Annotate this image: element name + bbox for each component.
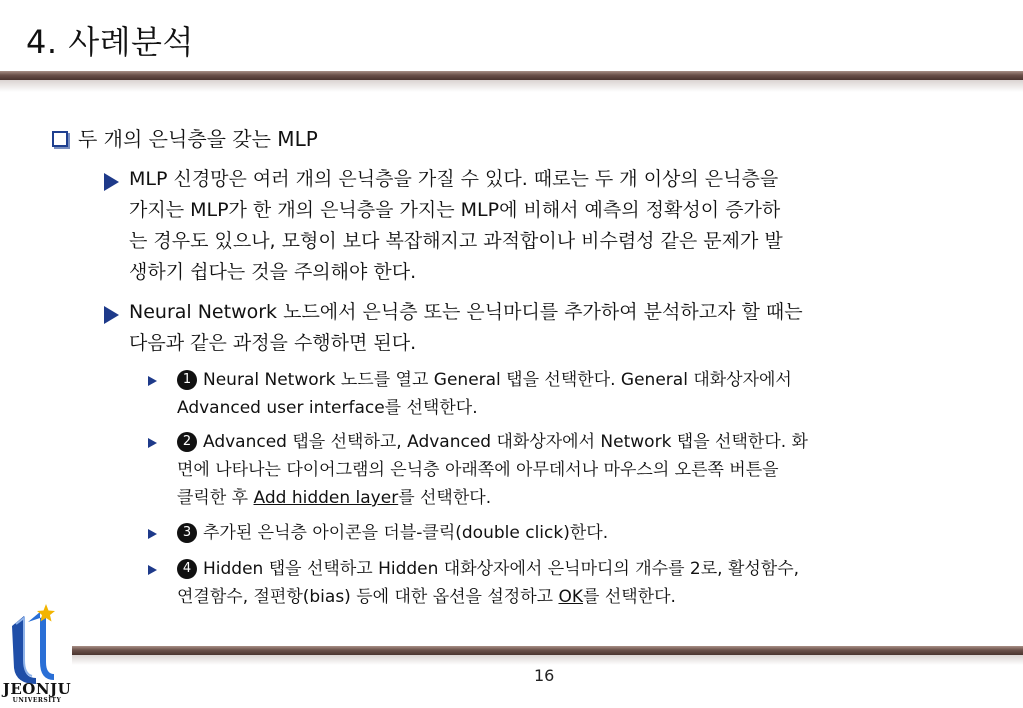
logo-wordmark: JEONJU bbox=[2, 680, 72, 698]
sub1-line: MLP 신경망은 여러 개의 은닉층을 가질 수 있다. 때로는 두 개 이상의 은닉층을 bbox=[129, 168, 779, 190]
bottom-divider-shadow bbox=[72, 655, 1023, 665]
arrow-bullet-icon bbox=[104, 173, 119, 191]
step-text: Advanced 탭을 선택하고, Advanced 대화상자에서 Network 탭을 선택한다. 화 bbox=[203, 432, 808, 452]
slide-title: 4. 사례분석 bbox=[26, 23, 194, 61]
checkbox-bullet-icon bbox=[52, 131, 68, 147]
add-hidden-layer-link: Add hidden layer bbox=[253, 488, 399, 508]
sub2-line: Neural Network 노드에서 은닉층 또는 은닉마디를 추가하여 분석하고자 할 때는 bbox=[129, 301, 803, 323]
step-text: 클릭한 후 bbox=[177, 488, 254, 508]
sub1-line: 는 경우도 있으나, 모형이 보다 복잡해지고 과적합이나 비수렴성 같은 문제가 발 bbox=[129, 230, 783, 252]
step-text: Advanced user interface를 선택한다. bbox=[177, 398, 478, 418]
step-number-badge: 2 bbox=[177, 432, 197, 452]
step-number-badge: 4 bbox=[177, 559, 197, 579]
bullet-level1-text: 두 개의 은닉층을 갖는 MLP bbox=[78, 127, 318, 151]
step-text: Hidden 탭을 선택하고 Hidden 대화상자에서 은닉마디의 개수를 2로, 활성함수, bbox=[203, 559, 800, 579]
step-text: 연결함수, 절편항(bias) 등에 대한 옵션을 설정하고 bbox=[177, 587, 559, 607]
arrow-bullet-icon bbox=[104, 306, 119, 324]
page-number: 16 bbox=[534, 666, 555, 685]
top-divider-bar bbox=[0, 71, 1023, 80]
sub-bullet-1 bbox=[104, 164, 970, 288]
step-text: Neural Network 노드를 열고 General 탭을 선택한다. General 대화상자에서 bbox=[203, 370, 792, 390]
small-arrow-bullet-icon bbox=[148, 565, 157, 575]
sub1-line: 생하기 쉽다는 것을 주의해야 한다. bbox=[129, 261, 417, 283]
step-text: 를 선택한다. bbox=[583, 587, 676, 607]
sub-bullet-2 bbox=[104, 297, 970, 359]
sub2-line: 다음과 같은 과정을 수행하면 된다. bbox=[129, 332, 417, 354]
step-text: 추가된 은닉층 아이콘을 더블-클릭(double click)한다. bbox=[203, 523, 609, 543]
logo-subtitle: UNIVERSITY bbox=[12, 697, 62, 704]
step-number-badge: 3 bbox=[177, 523, 197, 543]
step-number-badge: 1 bbox=[177, 370, 197, 390]
step-text: 면에 나타나는 다이어그램의 은닉층 아래쪽에 아무데서나 마우스의 오른쪽 버튼을 bbox=[177, 460, 779, 480]
ok-link: OK bbox=[558, 587, 584, 607]
bottom-divider-bar bbox=[72, 646, 1023, 655]
small-arrow-bullet-icon bbox=[148, 529, 157, 539]
small-arrow-bullet-icon bbox=[148, 376, 157, 386]
step-text: 를 선택한다. bbox=[398, 488, 492, 508]
small-arrow-bullet-icon bbox=[148, 438, 157, 448]
top-divider-shadow bbox=[0, 80, 1023, 92]
sub1-line: 가지는 MLP가 한 개의 은닉층을 가지는 MLP에 비해서 예측의 정확성이 증가하 bbox=[129, 199, 781, 221]
